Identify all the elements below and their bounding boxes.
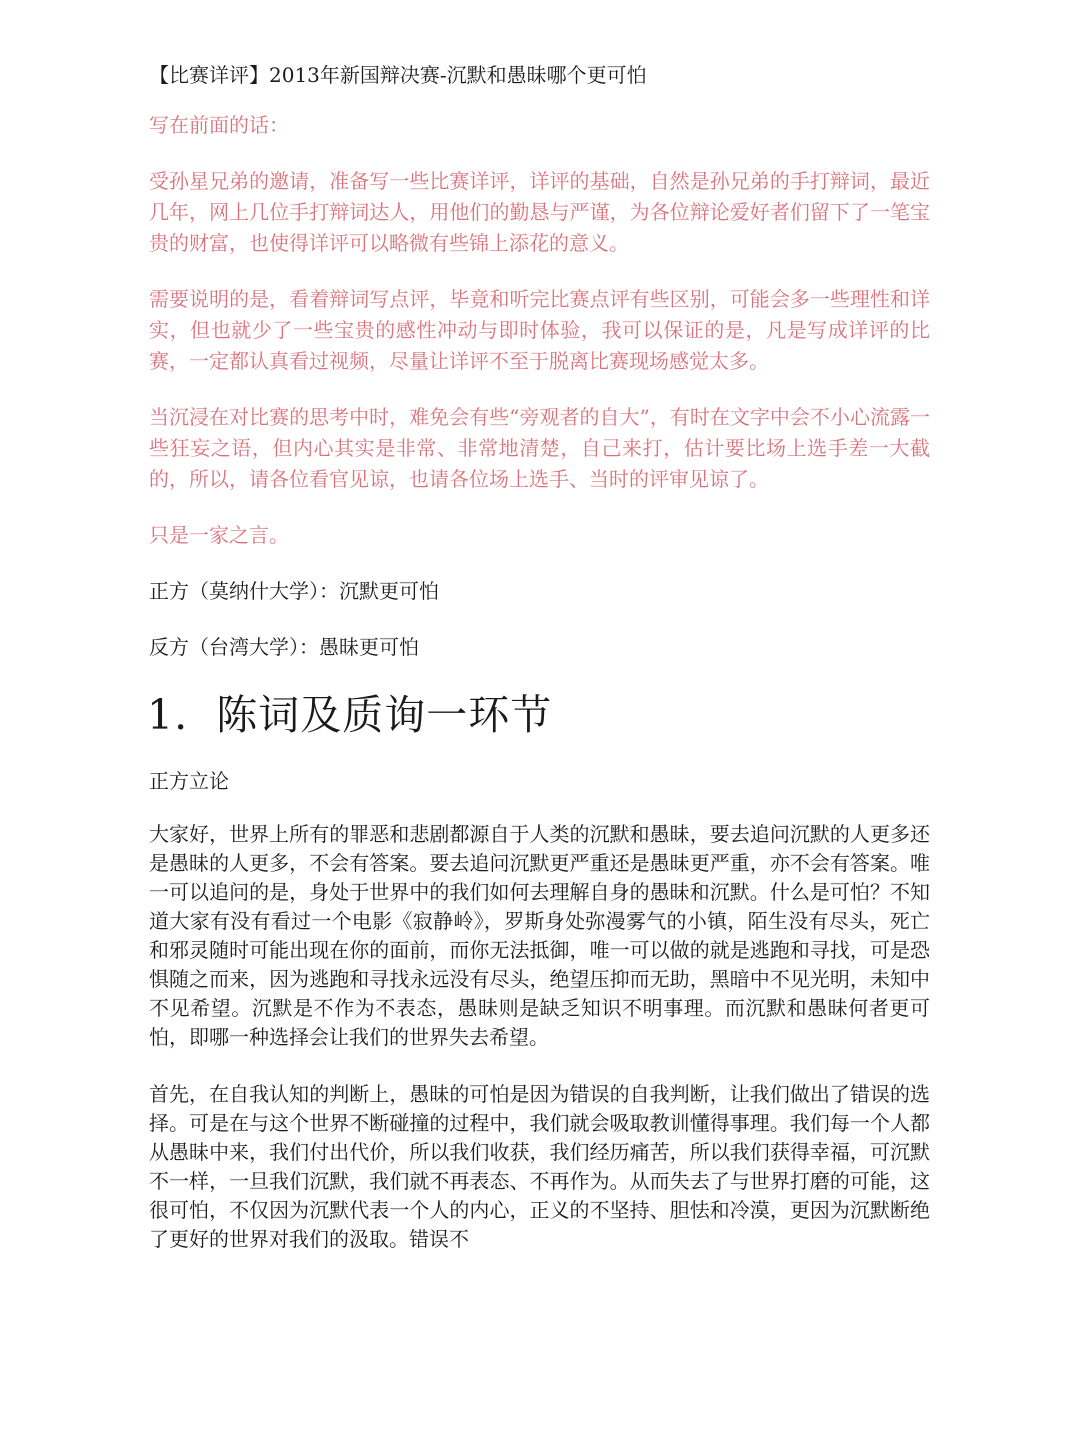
section-subheading: 正方立论: [149, 769, 229, 793]
affirmative-side: 正方（莫纳什大学）：沉默更可怕: [149, 579, 439, 603]
body-paragraph: 大家好，世界上所有的罪恶和悲剧都源自于人类的沉默和愚昧，要去追问沉默的人更多还是愚昧的人更多，不会有答案。要去追问沉默更严重还是愚昧更严重，亦不会有答案。唯一可以追问的是，身处于世界中的我们如何去理解自身的愚昧和沉默。什么是可怕？不知道大家有没有看过一个电影《寂静岭》，罗斯身处弥漫雾气的小镇，陌生没有尽头，死亡和邪灵随时可能出现在你的面前，而你无法抵御，唯一可以做的就是逃跑和寻找，可是恐惧随之而来，因为逃跑和寻找永远没有尽头，绝望压抑而无助，黑暗中不见光明，未知中不见希望。沉默是不作为不表态，愚昧则是缺乏知识不明事理。而沉默和愚昧何者更可怕，即哪一种选择会让我们的世界失去希望。: [149, 822, 930, 1049]
intro-heading: 写在前面的话：: [149, 113, 289, 137]
intro-paragraph: 受孙星兄弟的邀请，准备写一些比赛详评，详评的基础，自然是孙兄弟的手打辩词，最近几年，网上几位手打辩词达人，用他们的勤恳与严谨，为各位辩论爱好者们留下了一笔宝贵的财富，也使得详评可以略微有些锦上添花的意义。: [149, 169, 930, 255]
intro-paragraph: 当沉浸在对比赛的思考中时，难免会有些“旁观者的自大”，有时在文字中会不小心流露一些狂妄之语，但内心其实是非常、非常地清楚，自己来打，估计要比场上选手差一大截的，所以，请各位看官见谅，也请各位场上选手、当时的评审见谅了。: [149, 405, 930, 491]
section-body: [149, 820, 930, 1254]
section-number: 1.: [147, 691, 189, 739]
document-title: 【比赛详评】2013年新国辩决赛-沉默和愚昧哪个更可怕: [149, 63, 647, 87]
intro-section: [149, 110, 930, 551]
negative-side: 反方（台湾大学）：愚昧更可怕: [149, 635, 419, 659]
section-title: 陈词及质询一环节: [216, 691, 553, 739]
body-paragraph: 首先，在自我认知的判断上，愚昧的可怕是因为错误的自我判断，让我们做出了错误的选择。可是在与这个世界不断碰撞的过程中，我们就会吸取教训懂得事理。我们每一个人都从愚昧中来，我们付出代价，所以我们收获，我们经历痛苦，所以我们获得幸福，可沉默不一样，一旦我们沉默，我们就不再表态、不再作为。从而失去了与世界打磨的可能，这很可怕，不仅因为沉默代表一个人的内心，正义的不坚持、胆怯和冷漠，更因为沉默断绝了更好的世界对我们的汲取。错误不: [149, 1082, 930, 1251]
intro-paragraph: 需要说明的是，看着辩词写点评，毕竟和听完比赛点评有些区别，可能会多一些理性和详实，但也就少了一些宝贵的感性冲动与即时体验，我可以保证的是，凡是写成详评的比赛，一定都认真看过视频，尽量让详评不至于脱离比赛现场感觉太多。: [149, 287, 930, 373]
section-heading: [147, 688, 930, 742]
intro-paragraph: 只是一家之言。: [149, 523, 289, 547]
